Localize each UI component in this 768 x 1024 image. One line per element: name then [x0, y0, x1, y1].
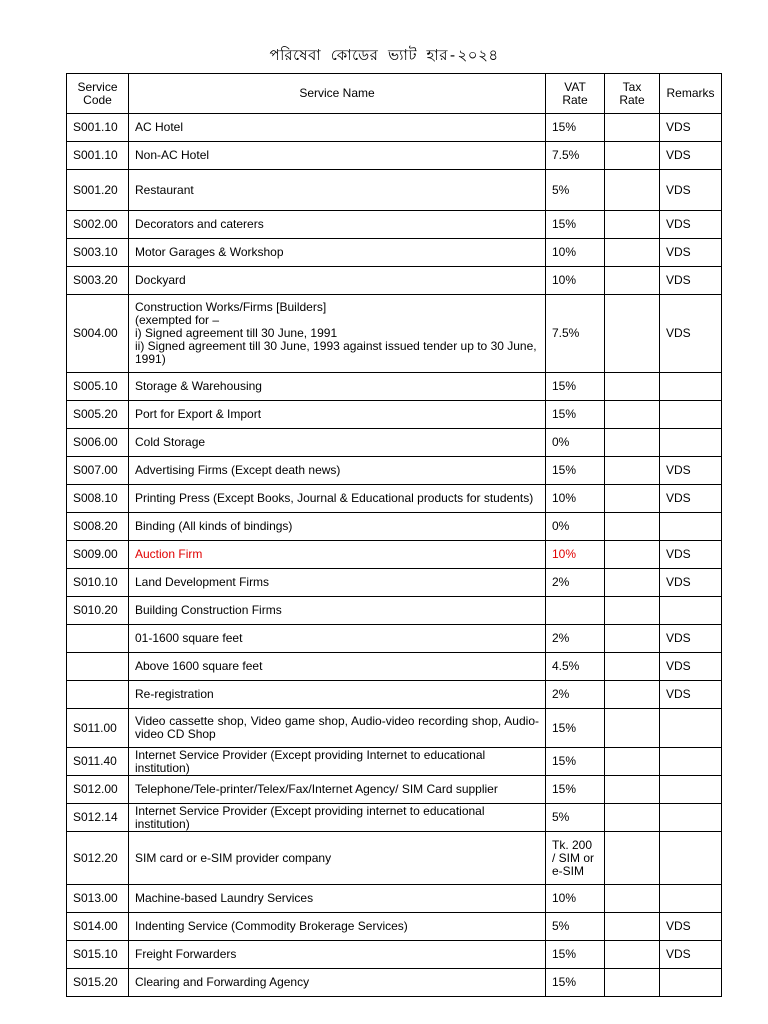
tax-rate-cell [605, 142, 660, 170]
vat-rate-cell: 5% [546, 170, 605, 211]
remarks-cell [660, 513, 722, 541]
table-row [67, 485, 722, 513]
tax-rate-cell [605, 170, 660, 211]
vat-rate-cell: 15% [546, 401, 605, 429]
vat-rate-cell: 2% [546, 681, 605, 709]
service-vat-table [66, 73, 722, 997]
remarks-cell [660, 776, 722, 804]
service-name-cell: 01-1600 square feet [129, 625, 546, 653]
service-name-cell: Motor Garages & Workshop [129, 239, 546, 267]
table-row [67, 748, 722, 776]
vat-rate-cell: 4.5% [546, 653, 605, 681]
service-name-cell: Above 1600 square feet [129, 653, 546, 681]
tax-rate-cell [605, 597, 660, 625]
service-name-cell: Port for Export & Import [129, 401, 546, 429]
remarks-cell: VDS [660, 267, 722, 295]
remarks-cell [660, 373, 722, 401]
service-code-cell: S014.00 [67, 913, 129, 941]
service-name-cell: Indenting Service (Commodity Brokerage Services) [129, 913, 546, 941]
table-row [67, 709, 722, 748]
tax-rate-cell [605, 485, 660, 513]
service-code-cell: S009.00 [67, 541, 129, 569]
service-name-cell: Auction Firm [129, 541, 546, 569]
service-name-cell: Cold Storage [129, 429, 546, 457]
remarks-cell: VDS [660, 142, 722, 170]
remarks-cell [660, 709, 722, 748]
tax-rate-cell [605, 709, 660, 748]
table-row [67, 211, 722, 239]
vat-rate-cell: 15% [546, 373, 605, 401]
tax-rate-cell [605, 239, 660, 267]
header-service-code: Service Code [67, 74, 129, 114]
tax-rate-cell [605, 748, 660, 776]
remarks-cell [660, 401, 722, 429]
service-name-cell: Advertising Firms (Except death news) [129, 457, 546, 485]
service-code-cell: S003.20 [67, 267, 129, 295]
service-name-cell: Clearing and Forwarding Agency [129, 969, 546, 997]
remarks-cell: VDS [660, 295, 722, 373]
service-name-cell: Internet Service Provider (Except providing internet to educational institution) [129, 804, 546, 832]
tax-rate-cell [605, 625, 660, 653]
tax-rate-cell [605, 885, 660, 913]
header-tax-rate: Tax Rate [605, 74, 660, 114]
table-row [67, 625, 722, 653]
vat-rate-cell: 7.5% [546, 295, 605, 373]
vat-rate-cell: 10% [546, 267, 605, 295]
service-name-cell: Binding (All kinds of bindings) [129, 513, 546, 541]
service-code-cell: S008.10 [67, 485, 129, 513]
service-name-cell: Construction Works/Firms [Builders] (exempted for – i) Signed agreement till 30 June, 1991 ii) Signed agreement till 30 June, 1993 against issued tender up to 30 June, 1991) [129, 295, 546, 373]
header-service-name: Service Name [129, 74, 546, 114]
table-row [67, 776, 722, 804]
service-name-cell: Freight Forwarders [129, 941, 546, 969]
service-code-cell: S004.00 [67, 295, 129, 373]
vat-rate-cell: 15% [546, 114, 605, 142]
table-row [67, 114, 722, 142]
tax-rate-cell [605, 541, 660, 569]
vat-rate-cell: 0% [546, 429, 605, 457]
service-code-cell: S002.00 [67, 211, 129, 239]
remarks-cell: VDS [660, 114, 722, 142]
vat-rate-cell: 15% [546, 709, 605, 748]
table-row [67, 941, 722, 969]
vat-rate-cell: 15% [546, 457, 605, 485]
remarks-cell [660, 885, 722, 913]
vat-rate-cell: 10% [546, 541, 605, 569]
service-code-cell: S001.10 [67, 114, 129, 142]
remarks-cell [660, 969, 722, 997]
table-header-row [67, 74, 722, 114]
service-name-cell: Machine-based Laundry Services [129, 885, 546, 913]
service-code-cell: S001.20 [67, 170, 129, 211]
tax-rate-cell [605, 513, 660, 541]
table-row [67, 541, 722, 569]
remarks-cell: VDS [660, 457, 722, 485]
tax-rate-cell [605, 373, 660, 401]
service-name-cell: Non-AC Hotel [129, 142, 546, 170]
tax-rate-cell [605, 457, 660, 485]
remarks-cell: VDS [660, 625, 722, 653]
vat-rate-cell: 10% [546, 239, 605, 267]
service-code-cell: S012.20 [67, 832, 129, 885]
remarks-cell: VDS [660, 485, 722, 513]
header-remarks: Remarks [660, 74, 722, 114]
tax-rate-cell [605, 295, 660, 373]
remarks-cell [660, 804, 722, 832]
table-row [67, 295, 722, 373]
service-code-cell [67, 653, 129, 681]
tax-rate-cell [605, 114, 660, 142]
service-name-cell: Dockyard [129, 267, 546, 295]
vat-rate-cell: 7.5% [546, 142, 605, 170]
tax-rate-cell [605, 941, 660, 969]
vat-rate-cell: 15% [546, 941, 605, 969]
vat-rate-cell: 10% [546, 885, 605, 913]
service-code-cell: S008.20 [67, 513, 129, 541]
vat-rate-cell: 5% [546, 804, 605, 832]
service-code-cell: S012.14 [67, 804, 129, 832]
remarks-cell: VDS [660, 541, 722, 569]
vat-rate-cell: 5% [546, 913, 605, 941]
service-name-cell: SIM card or e-SIM provider company [129, 832, 546, 885]
table-row [67, 457, 722, 485]
service-code-cell: S010.10 [67, 569, 129, 597]
table-row [67, 885, 722, 913]
service-code-cell: S011.40 [67, 748, 129, 776]
service-name-cell: Restaurant [129, 170, 546, 211]
table-row [67, 239, 722, 267]
table-row [67, 832, 722, 885]
remarks-cell: VDS [660, 569, 722, 597]
remarks-cell: VDS [660, 941, 722, 969]
remarks-cell [660, 597, 722, 625]
service-code-cell: S003.10 [67, 239, 129, 267]
table-row [67, 681, 722, 709]
service-name-cell: Building Construction Firms [129, 597, 546, 625]
service-code-cell: S013.00 [67, 885, 129, 913]
service-code-cell: S001.10 [67, 142, 129, 170]
service-name-cell: Re-registration [129, 681, 546, 709]
vat-rate-cell: 2% [546, 569, 605, 597]
service-code-cell: S006.00 [67, 429, 129, 457]
table-row [67, 267, 722, 295]
header-vat-rate: VAT Rate [546, 74, 605, 114]
table-row [67, 170, 722, 211]
tax-rate-cell [605, 211, 660, 239]
service-code-cell: S012.00 [67, 776, 129, 804]
table-row [67, 969, 722, 997]
tax-rate-cell [605, 569, 660, 597]
service-name-cell: Telephone/Tele-printer/Telex/Fax/Internet Agency/ SIM Card supplier [129, 776, 546, 804]
vat-rate-cell: Tk. 200 / SIM or e-SIM [546, 832, 605, 885]
tax-rate-cell [605, 653, 660, 681]
service-name-cell: Printing Press (Except Books, Journal & Educational products for students) [129, 485, 546, 513]
vat-rate-cell: 15% [546, 748, 605, 776]
remarks-cell [660, 429, 722, 457]
service-name-cell: Land Development Firms [129, 569, 546, 597]
service-code-cell [67, 681, 129, 709]
table-row [67, 653, 722, 681]
tax-rate-cell [605, 804, 660, 832]
service-name-cell: AC Hotel [129, 114, 546, 142]
tax-rate-cell [605, 681, 660, 709]
tax-rate-cell [605, 913, 660, 941]
vat-rate-cell: 15% [546, 969, 605, 997]
vat-rate-cell: 15% [546, 211, 605, 239]
tax-rate-cell [605, 832, 660, 885]
service-code-cell: S005.20 [67, 401, 129, 429]
remarks-cell: VDS [660, 170, 722, 211]
service-code-cell: S011.00 [67, 709, 129, 748]
vat-rate-cell [546, 597, 605, 625]
vat-rate-cell: 2% [546, 625, 605, 653]
table-row [67, 429, 722, 457]
table-row [67, 142, 722, 170]
tax-rate-cell [605, 776, 660, 804]
tax-rate-cell [605, 429, 660, 457]
remarks-cell: VDS [660, 653, 722, 681]
service-name-cell: Internet Service Provider (Except providing Internet to educational institution) [129, 748, 546, 776]
table-row [67, 804, 722, 832]
tax-rate-cell [605, 267, 660, 295]
table-row [67, 401, 722, 429]
table-row [67, 373, 722, 401]
table-row [67, 513, 722, 541]
service-code-cell: S007.00 [67, 457, 129, 485]
document-title: পরিষেবা কোডের ভ্যাট হার-২০২৪ [269, 46, 499, 64]
tax-rate-cell [605, 969, 660, 997]
service-code-cell: S015.20 [67, 969, 129, 997]
remarks-cell: VDS [660, 681, 722, 709]
tax-rate-cell [605, 401, 660, 429]
service-code-cell [67, 625, 129, 653]
remarks-cell [660, 748, 722, 776]
remarks-cell: VDS [660, 913, 722, 941]
service-code-cell: S010.20 [67, 597, 129, 625]
vat-rate-cell: 0% [546, 513, 605, 541]
vat-rate-cell: 15% [546, 776, 605, 804]
service-code-cell: S015.10 [67, 941, 129, 969]
service-name-cell: Decorators and caterers [129, 211, 546, 239]
table-row [67, 597, 722, 625]
remarks-cell: VDS [660, 239, 722, 267]
vat-rate-cell: 10% [546, 485, 605, 513]
service-name-cell: Storage & Warehousing [129, 373, 546, 401]
service-name-cell: Video cassette shop, Video game shop, Audio-video recording shop, Audio-video CD Shop [129, 709, 546, 748]
table-row [67, 569, 722, 597]
remarks-cell: VDS [660, 211, 722, 239]
remarks-cell [660, 832, 722, 885]
table-row [67, 913, 722, 941]
table-body [67, 114, 722, 997]
service-code-cell: S005.10 [67, 373, 129, 401]
